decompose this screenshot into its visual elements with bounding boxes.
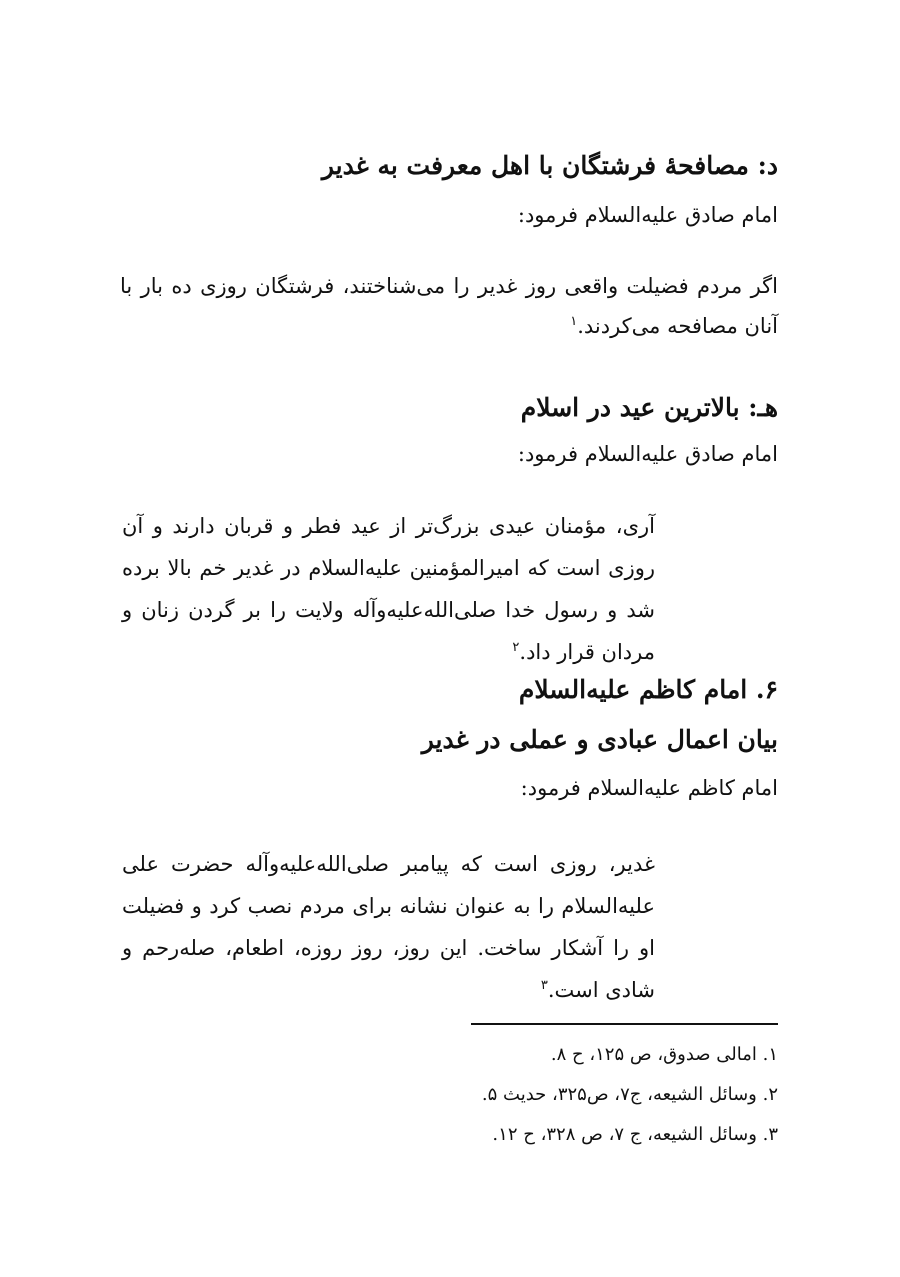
section-6-title: ۶. امام کاظم علیه‌السلام	[518, 675, 778, 704]
footnote-ref-3: ۳	[540, 978, 548, 993]
footnote-2: ۲. وسائل الشیعه، ج۷، ص۳۲۵، حدیث ۵.	[481, 1084, 778, 1105]
section-d-heading: د: مصافحهٔ فرشتگان با اهل معرفت به غدیر	[321, 151, 778, 180]
section-6-intro: امام کاظم علیه‌السلام فرمود:	[520, 776, 778, 800]
footnote-ref-1: ۱	[570, 314, 578, 329]
section-h-quote-text: آری، مؤمنان عیدی بزرگ‌تر از عید فطر و قربان دارند و آن روزی است که امیرالمؤمنین علیه‌السلام در غدیر خم بالا برده شد و رسول خدا صلی‌الله‌علیه‌وآله ولایت را بر گردن زنان و مردان قرار داد.	[122, 514, 655, 664]
section-6-subtitle: بیان اعمال عبادی و عملی در غدیر	[421, 725, 778, 754]
section-d-intro: امام صادق علیه‌السلام فرمود:	[517, 203, 778, 227]
section-h-heading: هـ: بالاترین عید در اسلام	[520, 393, 778, 422]
footnote-3: ۳. وسائل الشیعه، ج ۷، ص ۳۲۸، ح ۱۲.	[492, 1124, 778, 1145]
section-h-quote	[122, 505, 655, 673]
section-6-quote-text: غدیر، روزی است که پیامبر صلی‌الله‌علیه‌وآله حضرت علی علیه‌السلام را به عنوان نشانه برای مردم نصب کرد و فضیلت او را آشکار ساخت. این روز، روز روزه، اطعام، صله‌رحم و شادی است.	[122, 852, 655, 1002]
section-d-quote	[120, 266, 778, 346]
section-h-intro: امام صادق علیه‌السلام فرمود:	[517, 442, 778, 466]
footnote-1: ۱. امالی صدوق، ص ۱۲۵، ح ۸.	[550, 1044, 778, 1065]
section-d-quote-text: اگر مردم فضیلت واقعی روز غدیر را می‌شناختند، فرشتگان روزی ده بار با آنان مصافحه می‌کردند.	[120, 274, 778, 338]
footnote-divider	[471, 1023, 778, 1025]
section-6-quote	[122, 843, 655, 1011]
footnote-ref-2: ۲	[512, 640, 520, 655]
